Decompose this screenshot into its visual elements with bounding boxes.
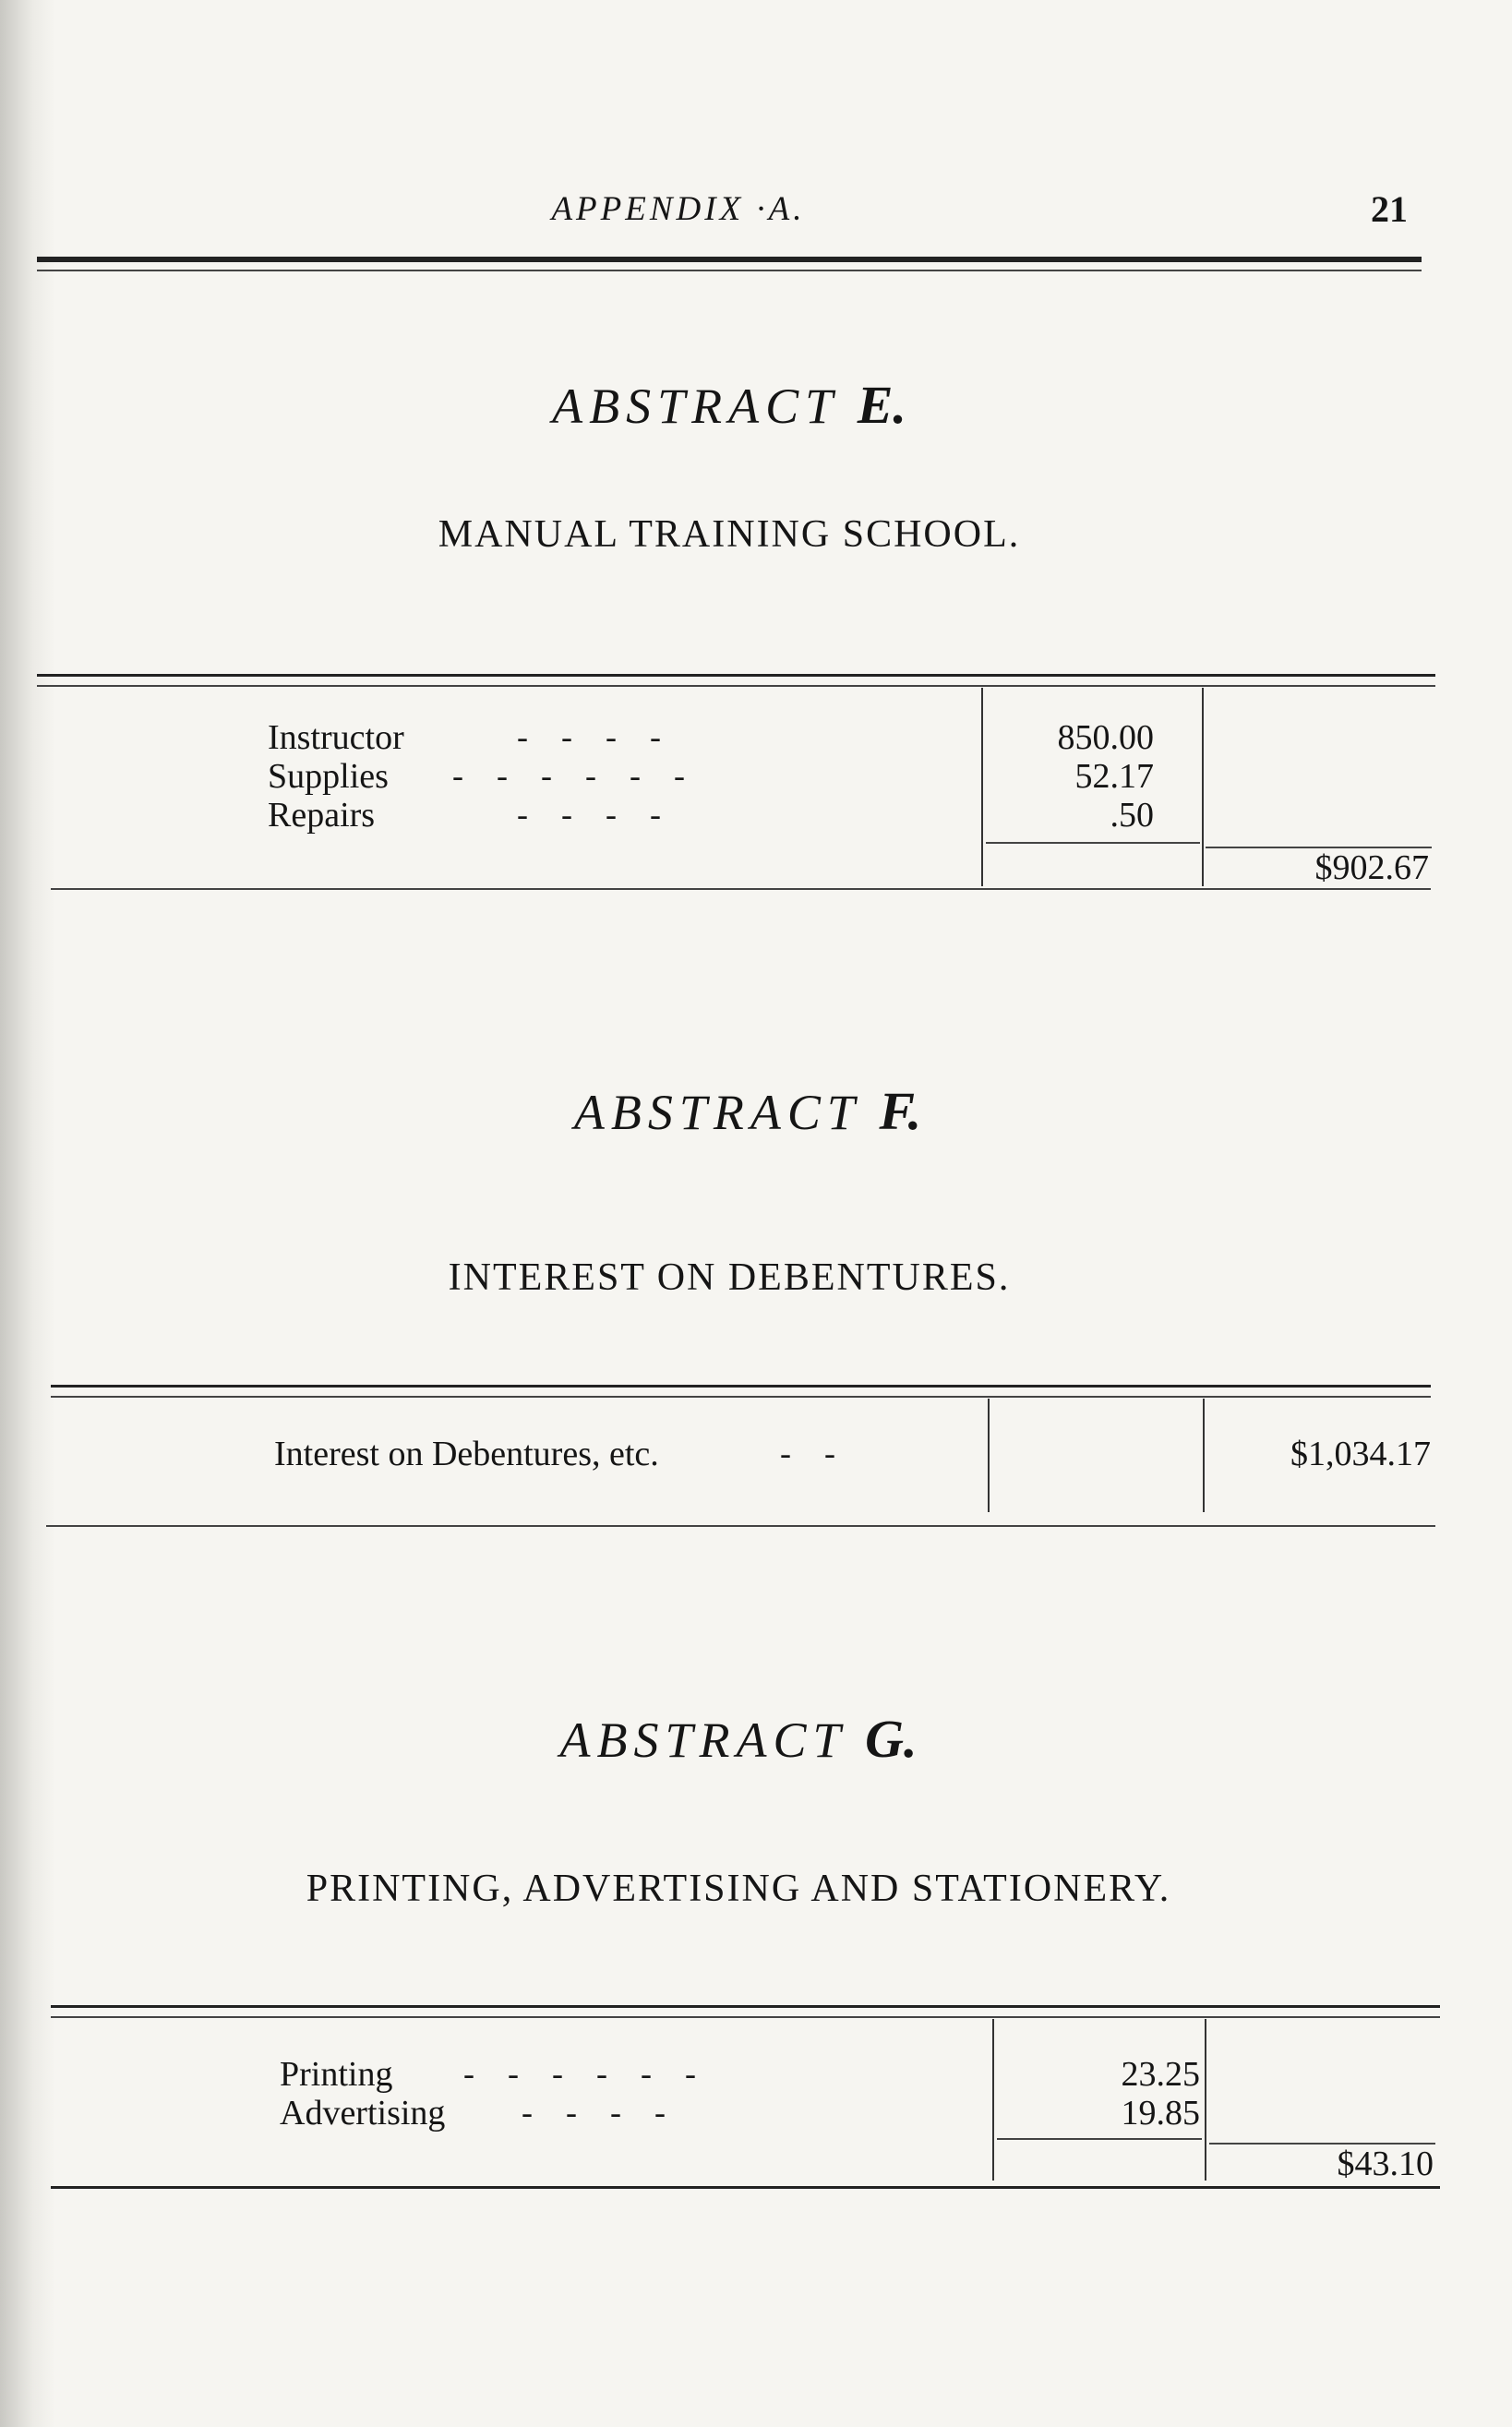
section-g-top-rule <box>51 2005 1440 2008</box>
section-f-title <box>18 1080 1477 1142</box>
section-g-column-divider-1 <box>992 2019 994 2181</box>
section-e-item-leader: - - - - <box>517 796 661 833</box>
section-f-letter: F. <box>879 1081 922 1141</box>
section-e-item-amount: 52.17 <box>1074 757 1154 796</box>
section-e-title-prefix: ABSTRACT <box>552 378 839 434</box>
section-e-subtitle: MANUAL TRAINING SCHOOL. <box>438 513 1021 556</box>
section-f-total: $1,034.17 <box>1290 1435 1431 1473</box>
section-f-item-leader: - - <box>780 1435 835 1472</box>
section-g-item-label: Advertising <box>280 2094 446 2133</box>
section-g-top-rule-thin <box>51 2016 1440 2018</box>
section-e-top-rule-thin <box>37 685 1435 687</box>
section-f-top-rule-thin <box>51 1396 1431 1398</box>
header-rule-thin <box>37 270 1422 271</box>
section-e-item-amount: .50 <box>1110 796 1154 835</box>
running-header-title: APPENDIX ·A. <box>551 190 806 228</box>
section-e-item-label: Repairs <box>268 796 376 835</box>
section-g-subtotal-rule <box>997 2138 1202 2140</box>
section-f-title-prefix: ABSTRACT <box>573 1085 860 1140</box>
header-rule <box>37 257 1422 262</box>
section-g-item-amount: 23.25 <box>1121 2055 1200 2094</box>
section-g-bottom-rule <box>51 2186 1440 2189</box>
section-g-item-leader: - - - - <box>522 2094 666 2131</box>
section-g-subtitle: PRINTING, ADVERTISING AND STATIONERY. <box>306 1868 1171 1910</box>
section-f-bottom-rule <box>46 1525 1435 1527</box>
section-e-title <box>0 374 1458 436</box>
section-e-bottom-rule <box>51 888 1431 890</box>
section-e-item-label: Supplies <box>268 757 389 796</box>
section-f-item-label: Interest on Debentures, etc. <box>274 1435 659 1473</box>
section-g-total: $43.10 <box>1337 2145 1434 2183</box>
section-g-title <box>9 1708 1468 1770</box>
section-f-subtitle: INTEREST ON DEBENTURES. <box>448 1256 1011 1299</box>
section-f-column-divider-1 <box>988 1399 990 1512</box>
page-number: 21 <box>1371 188 1408 230</box>
scan-edge-shadow <box>0 0 55 2427</box>
section-g-title-prefix: ABSTRACT <box>559 1712 846 1768</box>
section-g-item-amount: 19.85 <box>1121 2094 1200 2133</box>
section-e-top-rule <box>37 674 1435 677</box>
section-e-subtotal-rule <box>986 842 1200 844</box>
section-e-item-amount: 850.00 <box>1057 718 1154 757</box>
section-e-total: $902.67 <box>1314 848 1429 887</box>
section-f-top-rule <box>51 1385 1431 1388</box>
section-g-item-leader: - - - - - - <box>463 2055 696 2092</box>
section-g-item-label: Printing <box>280 2055 393 2094</box>
section-g-letter: G. <box>865 1709 918 1769</box>
section-e-item-label: Instructor <box>268 718 404 757</box>
section-e-item-leader: - - - - - - <box>452 757 685 794</box>
section-e-item-leader: - - - - <box>517 718 661 755</box>
section-e-letter: E. <box>857 375 906 435</box>
